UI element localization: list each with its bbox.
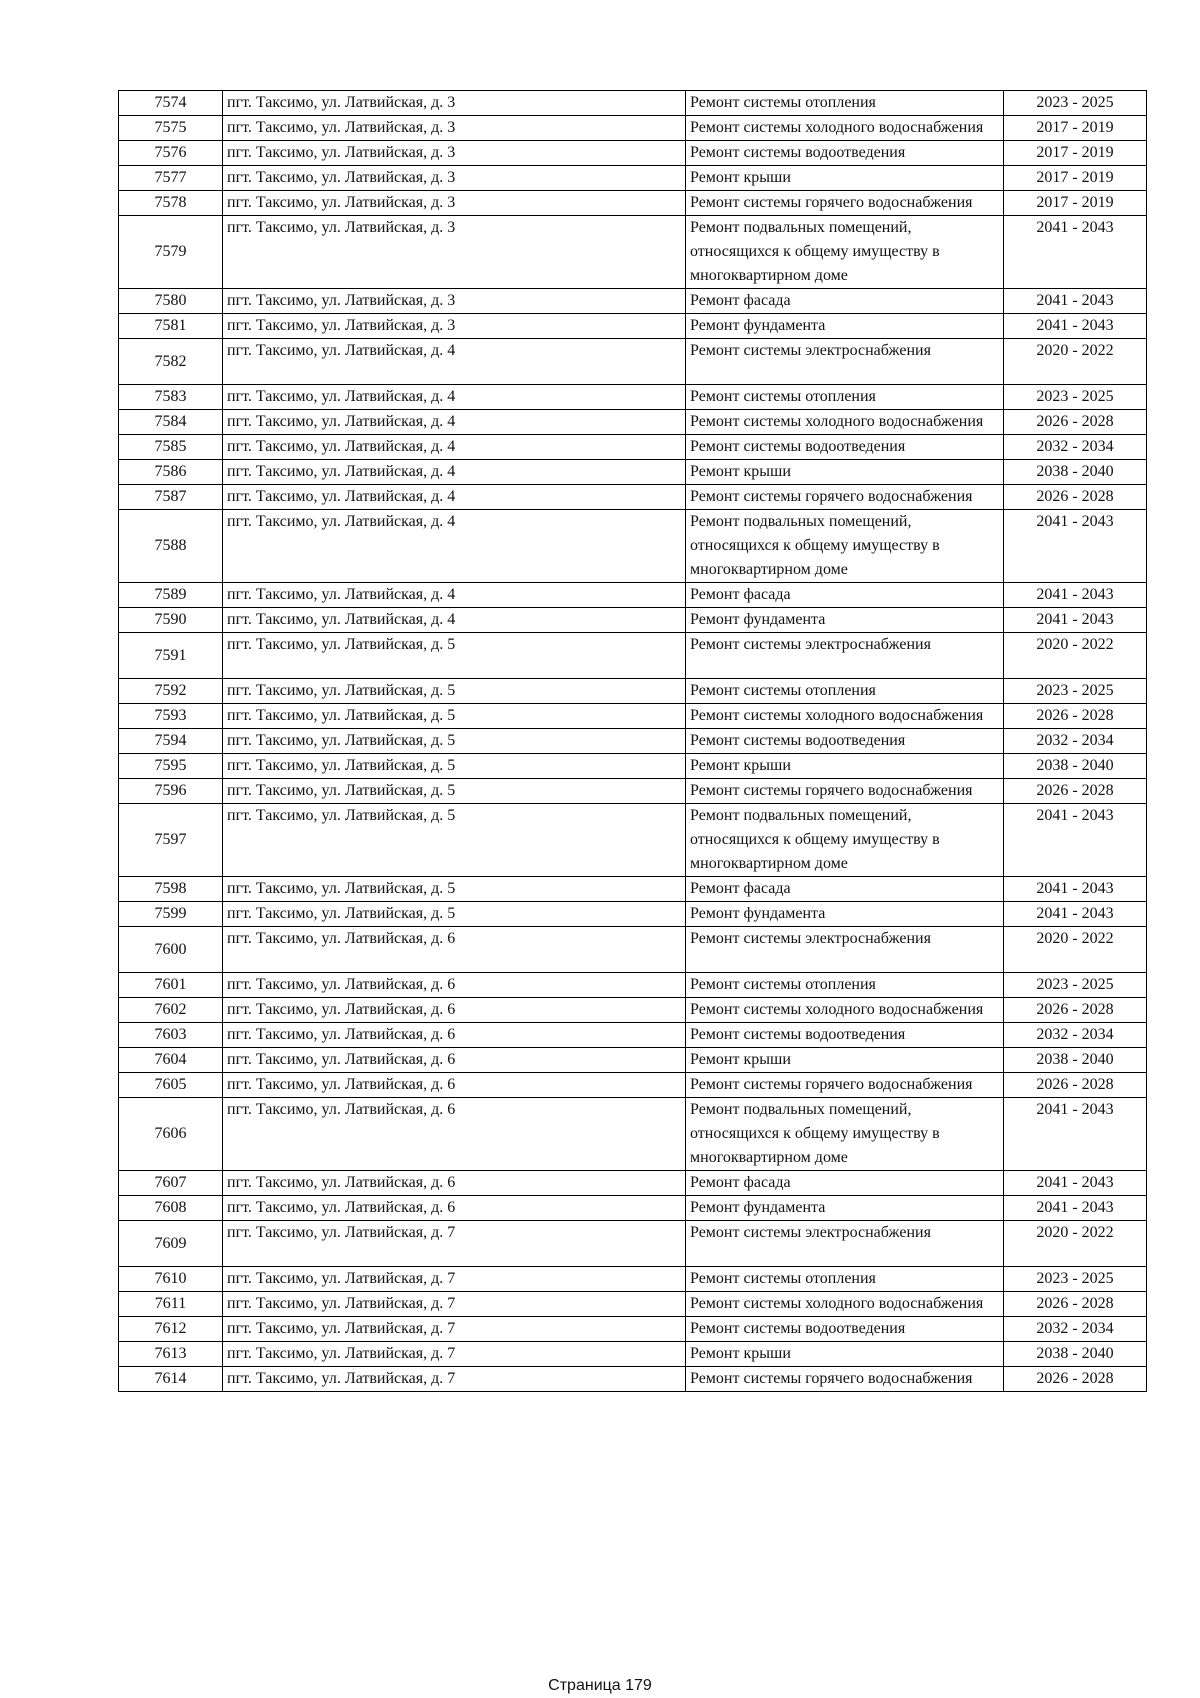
row-years: 2017 - 2019 <box>1004 166 1147 191</box>
table-row <box>119 1292 1147 1317</box>
row-number: 7587 <box>119 485 223 510</box>
row-work-type: Ремонт системы водоотведения <box>686 1317 1004 1342</box>
table-row <box>119 729 1147 754</box>
row-work-type: Ремонт системы отопления <box>686 91 1004 116</box>
row-number: 7580 <box>119 289 223 314</box>
row-work-type: Ремонт системы горячего водоснабжения <box>686 191 1004 216</box>
row-work-type: Ремонт системы холодного водоснабжения <box>686 410 1004 435</box>
row-address: пгт. Таксимо, ул. Латвийская, д. 3 <box>223 166 686 191</box>
row-number: 7601 <box>119 973 223 998</box>
row-number: 7605 <box>119 1073 223 1098</box>
row-work-type: Ремонт подвальных помещений, относящихся к общему имуществу в многоквартирном доме <box>686 510 1004 583</box>
row-work-type: Ремонт фасада <box>686 877 1004 902</box>
row-address: пгт. Таксимо, ул. Латвийская, д. 6 <box>223 1098 686 1171</box>
row-address: пгт. Таксимо, ул. Латвийская, д. 5 <box>223 633 686 679</box>
row-number: 7593 <box>119 704 223 729</box>
row-years: 2020 - 2022 <box>1004 927 1147 973</box>
row-address: пгт. Таксимо, ул. Латвийская, д. 3 <box>223 141 686 166</box>
row-number: 7612 <box>119 1317 223 1342</box>
row-number: 7600 <box>119 927 223 973</box>
row-years: 2041 - 2043 <box>1004 583 1147 608</box>
row-address: пгт. Таксимо, ул. Латвийская, д. 5 <box>223 754 686 779</box>
row-work-type: Ремонт подвальных помещений, относящихся к общему имуществу в многоквартирном доме <box>686 804 1004 877</box>
row-number: 7607 <box>119 1171 223 1196</box>
row-address: пгт. Таксимо, ул. Латвийская, д. 4 <box>223 608 686 633</box>
table-row <box>119 1048 1147 1073</box>
row-work-type: Ремонт системы электроснабжения <box>686 633 1004 679</box>
table-row <box>119 314 1147 339</box>
table-row <box>119 191 1147 216</box>
row-number: 7609 <box>119 1221 223 1267</box>
row-work-type: Ремонт фасада <box>686 289 1004 314</box>
table-row <box>119 1171 1147 1196</box>
row-address: пгт. Таксимо, ул. Латвийская, д. 3 <box>223 116 686 141</box>
row-number: 7591 <box>119 633 223 679</box>
row-address: пгт. Таксимо, ул. Латвийская, д. 7 <box>223 1342 686 1367</box>
row-years: 2026 - 2028 <box>1004 998 1147 1023</box>
row-number: 7610 <box>119 1267 223 1292</box>
row-work-type: Ремонт системы водоотведения <box>686 729 1004 754</box>
row-years: 2020 - 2022 <box>1004 1221 1147 1267</box>
row-years: 2026 - 2028 <box>1004 1367 1147 1392</box>
table-row <box>119 583 1147 608</box>
table-row <box>119 608 1147 633</box>
table-row <box>119 633 1147 679</box>
row-years: 2017 - 2019 <box>1004 141 1147 166</box>
table-row <box>119 141 1147 166</box>
row-years: 2038 - 2040 <box>1004 1048 1147 1073</box>
row-work-type: Ремонт системы электроснабжения <box>686 339 1004 385</box>
table-row <box>119 973 1147 998</box>
row-number: 7608 <box>119 1196 223 1221</box>
row-years: 2041 - 2043 <box>1004 877 1147 902</box>
row-years: 2041 - 2043 <box>1004 216 1147 289</box>
table-row <box>119 754 1147 779</box>
row-work-type: Ремонт системы холодного водоснабжения <box>686 116 1004 141</box>
row-number: 7599 <box>119 902 223 927</box>
table-row <box>119 510 1147 583</box>
page-number: Страница 179 <box>548 1677 652 1694</box>
table-row <box>119 1367 1147 1392</box>
row-number: 7611 <box>119 1292 223 1317</box>
row-years: 2041 - 2043 <box>1004 1098 1147 1171</box>
row-years: 2038 - 2040 <box>1004 754 1147 779</box>
row-address: пгт. Таксимо, ул. Латвийская, д. 6 <box>223 1196 686 1221</box>
row-work-type: Ремонт системы отопления <box>686 679 1004 704</box>
table-row <box>119 339 1147 385</box>
row-address: пгт. Таксимо, ул. Латвийская, д. 4 <box>223 460 686 485</box>
row-work-type: Ремонт системы водоотведения <box>686 141 1004 166</box>
row-years: 2041 - 2043 <box>1004 510 1147 583</box>
row-work-type: Ремонт крыши <box>686 1342 1004 1367</box>
row-number: 7606 <box>119 1098 223 1171</box>
row-number: 7588 <box>119 510 223 583</box>
table-row <box>119 679 1147 704</box>
table-row <box>119 1023 1147 1048</box>
table-row <box>119 1073 1147 1098</box>
row-number: 7613 <box>119 1342 223 1367</box>
row-work-type: Ремонт крыши <box>686 166 1004 191</box>
row-number: 7614 <box>119 1367 223 1392</box>
row-address: пгт. Таксимо, ул. Латвийская, д. 5 <box>223 729 686 754</box>
row-work-type: Ремонт системы холодного водоснабжения <box>686 704 1004 729</box>
row-years: 2041 - 2043 <box>1004 1196 1147 1221</box>
row-number: 7574 <box>119 91 223 116</box>
row-address: пгт. Таксимо, ул. Латвийская, д. 3 <box>223 314 686 339</box>
row-number: 7604 <box>119 1048 223 1073</box>
table-row <box>119 927 1147 973</box>
row-years: 2023 - 2025 <box>1004 679 1147 704</box>
table-row <box>119 289 1147 314</box>
row-years: 2032 - 2034 <box>1004 1023 1147 1048</box>
row-work-type: Ремонт фундамента <box>686 902 1004 927</box>
table-row <box>119 166 1147 191</box>
row-address: пгт. Таксимо, ул. Латвийская, д. 7 <box>223 1367 686 1392</box>
table-row <box>119 1342 1147 1367</box>
table-row <box>119 1267 1147 1292</box>
row-address: пгт. Таксимо, ул. Латвийская, д. 5 <box>223 902 686 927</box>
row-number: 7576 <box>119 141 223 166</box>
row-work-type: Ремонт системы водоотведения <box>686 1023 1004 1048</box>
row-years: 2026 - 2028 <box>1004 1073 1147 1098</box>
row-number: 7578 <box>119 191 223 216</box>
row-work-type: Ремонт фасада <box>686 583 1004 608</box>
table-row <box>119 779 1147 804</box>
row-years: 2032 - 2034 <box>1004 729 1147 754</box>
table-row <box>119 216 1147 289</box>
row-address: пгт. Таксимо, ул. Латвийская, д. 4 <box>223 339 686 385</box>
table-row <box>119 460 1147 485</box>
row-number: 7582 <box>119 339 223 385</box>
row-years: 2026 - 2028 <box>1004 1292 1147 1317</box>
row-number: 7597 <box>119 804 223 877</box>
row-address: пгт. Таксимо, ул. Латвийская, д. 7 <box>223 1292 686 1317</box>
row-address: пгт. Таксимо, ул. Латвийская, д. 5 <box>223 779 686 804</box>
row-years: 2023 - 2025 <box>1004 973 1147 998</box>
row-work-type: Ремонт системы электроснабжения <box>686 1221 1004 1267</box>
row-address: пгт. Таксимо, ул. Латвийская, д. 3 <box>223 91 686 116</box>
table-row <box>119 1196 1147 1221</box>
row-work-type: Ремонт системы холодного водоснабжения <box>686 1292 1004 1317</box>
row-years: 2017 - 2019 <box>1004 116 1147 141</box>
row-number: 7595 <box>119 754 223 779</box>
table-body <box>119 91 1147 1392</box>
row-work-type: Ремонт крыши <box>686 460 1004 485</box>
row-address: пгт. Таксимо, ул. Латвийская, д. 4 <box>223 510 686 583</box>
table-row <box>119 410 1147 435</box>
row-address: пгт. Таксимо, ул. Латвийская, д. 6 <box>223 1023 686 1048</box>
row-work-type: Ремонт подвальных помещений, относящихся к общему имуществу в многоквартирном доме <box>686 1098 1004 1171</box>
row-work-type: Ремонт крыши <box>686 754 1004 779</box>
row-address: пгт. Таксимо, ул. Латвийская, д. 5 <box>223 679 686 704</box>
row-years: 2041 - 2043 <box>1004 314 1147 339</box>
row-address: пгт. Таксимо, ул. Латвийская, д. 6 <box>223 1073 686 1098</box>
row-work-type: Ремонт фундамента <box>686 608 1004 633</box>
row-years: 2041 - 2043 <box>1004 1171 1147 1196</box>
row-work-type: Ремонт системы горячего водоснабжения <box>686 1367 1004 1392</box>
table-row <box>119 877 1147 902</box>
row-number: 7586 <box>119 460 223 485</box>
row-number: 7590 <box>119 608 223 633</box>
row-number: 7589 <box>119 583 223 608</box>
row-address: пгт. Таксимо, ул. Латвийская, д. 6 <box>223 1048 686 1073</box>
table-row <box>119 116 1147 141</box>
row-work-type: Ремонт системы горячего водоснабжения <box>686 1073 1004 1098</box>
row-number: 7581 <box>119 314 223 339</box>
row-work-type: Ремонт системы отопления <box>686 385 1004 410</box>
row-address: пгт. Таксимо, ул. Латвийская, д. 7 <box>223 1267 686 1292</box>
row-years: 2041 - 2043 <box>1004 608 1147 633</box>
row-work-type: Ремонт системы водоотведения <box>686 435 1004 460</box>
row-address: пгт. Таксимо, ул. Латвийская, д. 6 <box>223 973 686 998</box>
row-address: пгт. Таксимо, ул. Латвийская, д. 3 <box>223 289 686 314</box>
row-work-type: Ремонт фундамента <box>686 314 1004 339</box>
row-address: пгт. Таксимо, ул. Латвийская, д. 4 <box>223 485 686 510</box>
table-row <box>119 902 1147 927</box>
row-years: 2038 - 2040 <box>1004 1342 1147 1367</box>
row-years: 2041 - 2043 <box>1004 902 1147 927</box>
row-work-type: Ремонт системы горячего водоснабжения <box>686 485 1004 510</box>
row-number: 7592 <box>119 679 223 704</box>
row-number: 7594 <box>119 729 223 754</box>
row-years: 2020 - 2022 <box>1004 339 1147 385</box>
row-address: пгт. Таксимо, ул. Латвийская, д. 4 <box>223 583 686 608</box>
row-years: 2041 - 2043 <box>1004 289 1147 314</box>
repair-schedule-table <box>118 90 1147 1392</box>
table-row <box>119 1098 1147 1171</box>
row-number: 7579 <box>119 216 223 289</box>
row-number: 7603 <box>119 1023 223 1048</box>
row-address: пгт. Таксимо, ул. Латвийская, д. 3 <box>223 216 686 289</box>
row-years: 2017 - 2019 <box>1004 191 1147 216</box>
table-row <box>119 485 1147 510</box>
row-number: 7598 <box>119 877 223 902</box>
row-address: пгт. Таксимо, ул. Латвийская, д. 5 <box>223 877 686 902</box>
row-work-type: Ремонт системы электроснабжения <box>686 927 1004 973</box>
row-address: пгт. Таксимо, ул. Латвийская, д. 7 <box>223 1221 686 1267</box>
row-work-type: Ремонт фундамента <box>686 1196 1004 1221</box>
row-address: пгт. Таксимо, ул. Латвийская, д. 4 <box>223 410 686 435</box>
row-work-type: Ремонт фасада <box>686 1171 1004 1196</box>
table-row <box>119 998 1147 1023</box>
table-row <box>119 385 1147 410</box>
row-years: 2041 - 2043 <box>1004 804 1147 877</box>
row-years: 2020 - 2022 <box>1004 633 1147 679</box>
row-years: 2023 - 2025 <box>1004 91 1147 116</box>
row-number: 7583 <box>119 385 223 410</box>
row-years: 2023 - 2025 <box>1004 1267 1147 1292</box>
row-address: пгт. Таксимо, ул. Латвийская, д. 7 <box>223 1317 686 1342</box>
row-work-type: Ремонт системы холодного водоснабжения <box>686 998 1004 1023</box>
row-years: 2026 - 2028 <box>1004 485 1147 510</box>
table-row <box>119 1221 1147 1267</box>
row-address: пгт. Таксимо, ул. Латвийская, д. 6 <box>223 998 686 1023</box>
row-years: 2026 - 2028 <box>1004 410 1147 435</box>
row-address: пгт. Таксимо, ул. Латвийская, д. 4 <box>223 435 686 460</box>
row-number: 7577 <box>119 166 223 191</box>
row-number: 7602 <box>119 998 223 1023</box>
row-work-type: Ремонт системы отопления <box>686 973 1004 998</box>
row-years: 2032 - 2034 <box>1004 1317 1147 1342</box>
row-address: пгт. Таксимо, ул. Латвийская, д. 4 <box>223 385 686 410</box>
table-row <box>119 435 1147 460</box>
row-years: 2032 - 2034 <box>1004 435 1147 460</box>
table-row <box>119 804 1147 877</box>
row-work-type: Ремонт системы отопления <box>686 1267 1004 1292</box>
row-years: 2026 - 2028 <box>1004 704 1147 729</box>
table-row <box>119 704 1147 729</box>
row-number: 7575 <box>119 116 223 141</box>
table-row <box>119 1317 1147 1342</box>
row-work-type: Ремонт подвальных помещений, относящихся к общему имуществу в многоквартирном доме <box>686 216 1004 289</box>
row-address: пгт. Таксимо, ул. Латвийская, д. 5 <box>223 704 686 729</box>
row-years: 2023 - 2025 <box>1004 385 1147 410</box>
row-address: пгт. Таксимо, ул. Латвийская, д. 3 <box>223 191 686 216</box>
row-address: пгт. Таксимо, ул. Латвийская, д. 6 <box>223 1171 686 1196</box>
row-years: 2038 - 2040 <box>1004 460 1147 485</box>
row-work-type: Ремонт крыши <box>686 1048 1004 1073</box>
row-work-type: Ремонт системы горячего водоснабжения <box>686 779 1004 804</box>
row-address: пгт. Таксимо, ул. Латвийская, д. 6 <box>223 927 686 973</box>
row-years: 2026 - 2028 <box>1004 779 1147 804</box>
row-number: 7596 <box>119 779 223 804</box>
row-address: пгт. Таксимо, ул. Латвийская, д. 5 <box>223 804 686 877</box>
table-row <box>119 91 1147 116</box>
row-number: 7585 <box>119 435 223 460</box>
row-number: 7584 <box>119 410 223 435</box>
